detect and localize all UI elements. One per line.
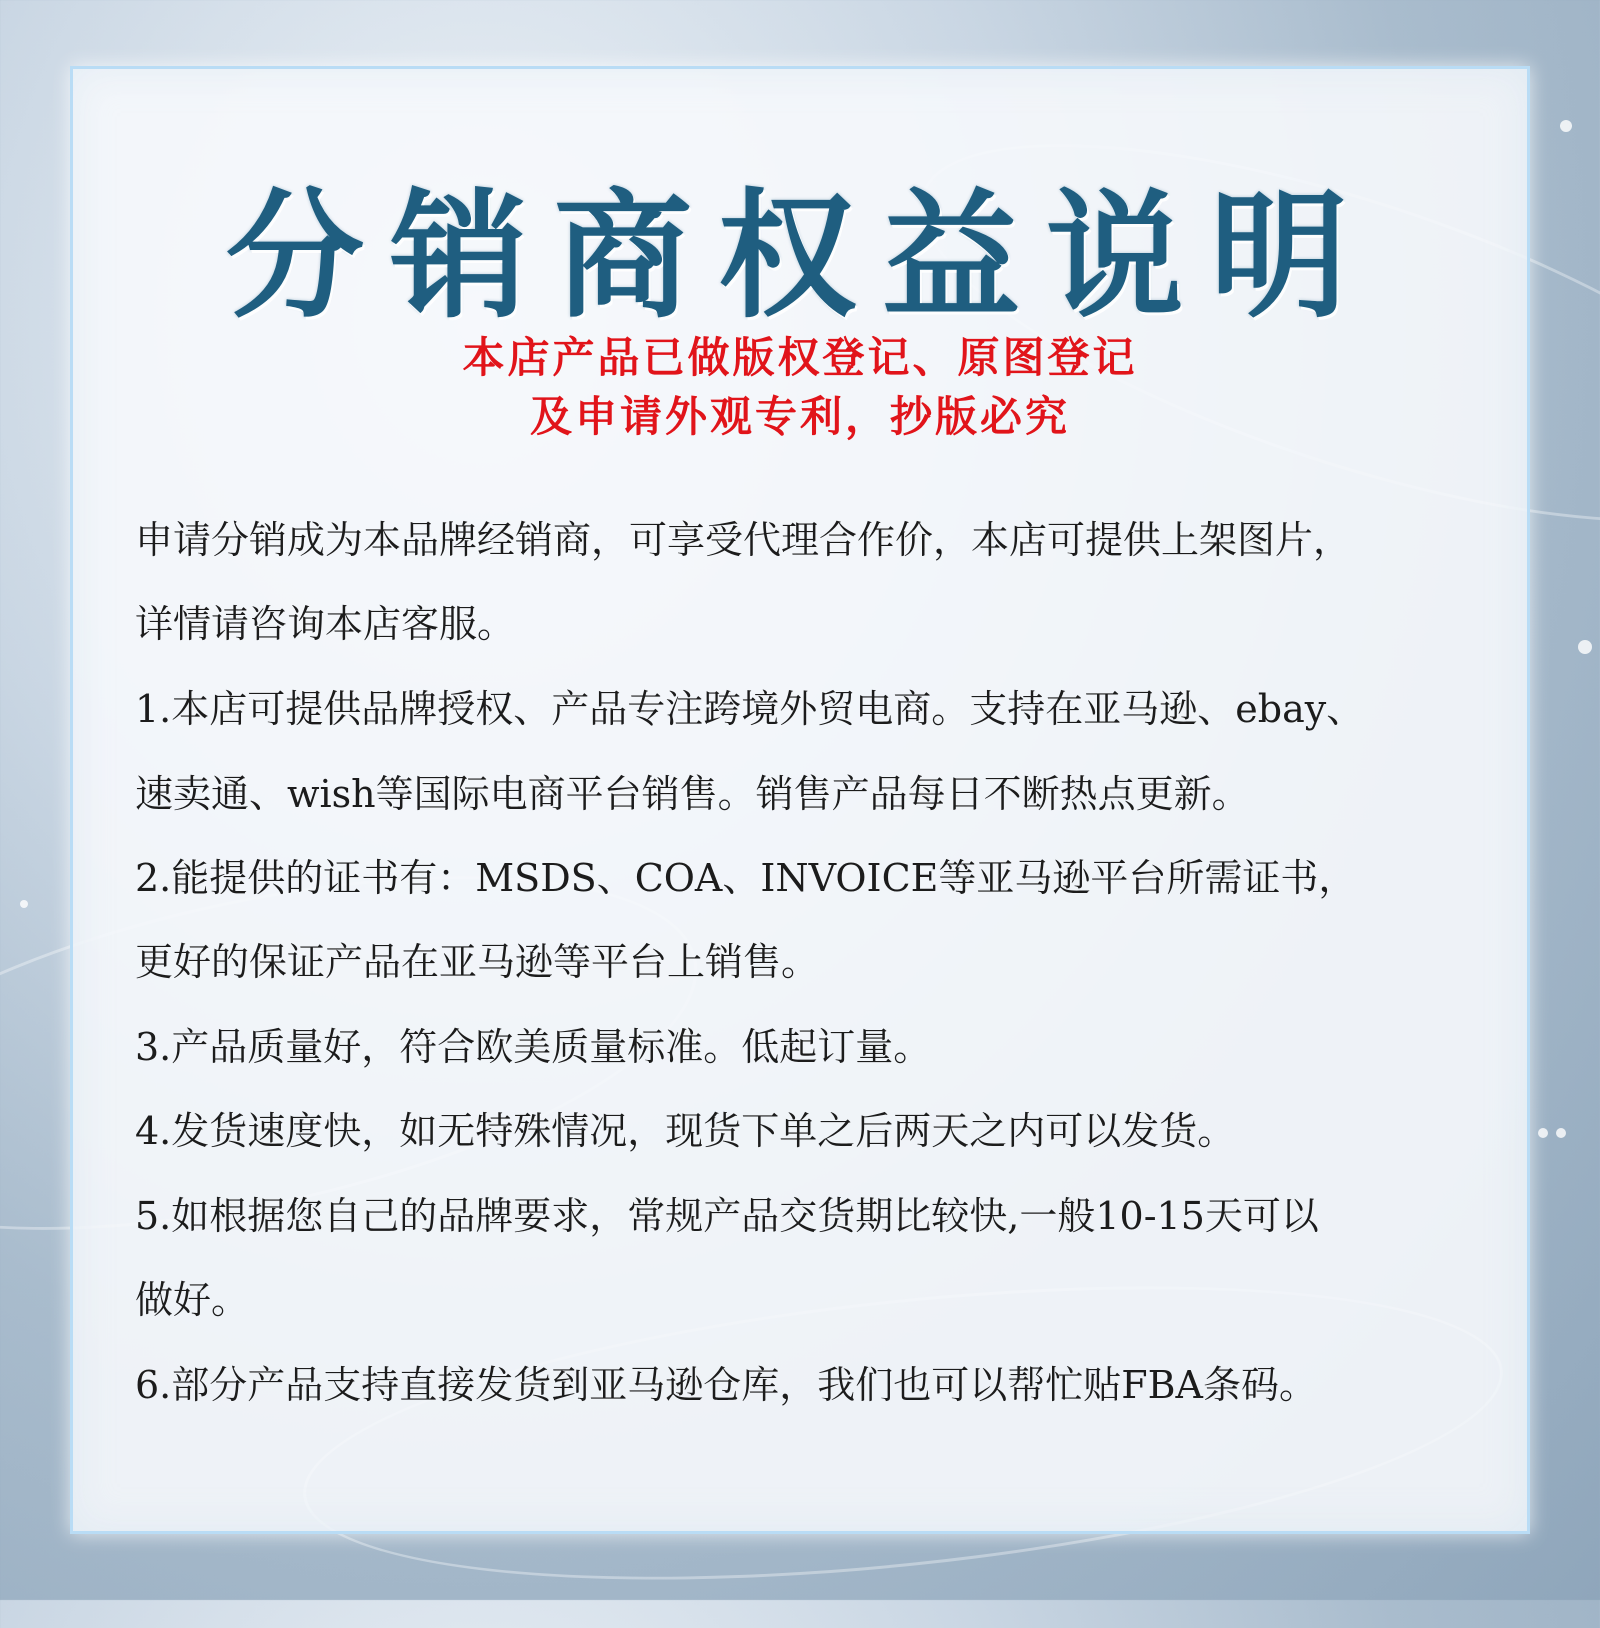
item-1-line-2: 速卖通、wish等国际电商平台销售。销售产品每日不断热点更新。	[135, 772, 1250, 816]
item-4-line-1: 4.发货速度快，如无特殊情况，现货下单之后两天之内可以发货。	[135, 1109, 1236, 1153]
page-title: 分销商权益说明	[225, 174, 1374, 337]
intro-line-2: 详情请咨询本店客服。	[135, 602, 516, 646]
item-5-line-2: 做好。	[135, 1278, 250, 1322]
info-panel	[70, 66, 1530, 1534]
background-bubble	[20, 900, 28, 908]
background-bubble	[1538, 1128, 1548, 1138]
item-1-line-1: 1.本店可提供品牌授权、产品专注跨境外贸电商。支持在亚马逊、ebay、	[135, 687, 1365, 731]
item-3-line-1: 3.产品质量好，符合欧美质量标准。低起订量。	[135, 1025, 932, 1069]
item-5-line-1: 5.如根据您自己的品牌要求，常规产品交货期比较快,一般10-15天可以	[135, 1194, 1319, 1238]
item-2-line-2: 更好的保证产品在亚马逊等平台上销售。	[135, 940, 820, 984]
copyright-notice-line-1: 本店产品已做版权登记、原图登记	[462, 333, 1138, 382]
copyright-notice-line-2: 及申请外观专利，抄版必究	[529, 392, 1070, 441]
background-bubble	[1556, 1128, 1566, 1138]
item-2-line-1: 2.能提供的证书有：MSDS、COA、INVOICE等亚马逊平台所需证书，	[135, 856, 1357, 900]
background-bubble	[1578, 640, 1592, 654]
item-6-line-1: 6.部分产品支持直接发货到亚马逊仓库，我们也可以帮忙贴FBA条码。	[135, 1363, 1317, 1407]
background-bubble	[1560, 120, 1572, 132]
intro-line-1: 申请分销成为本品牌经销商，可享受代理合作价，本店可提供上架图片，	[135, 518, 1352, 562]
